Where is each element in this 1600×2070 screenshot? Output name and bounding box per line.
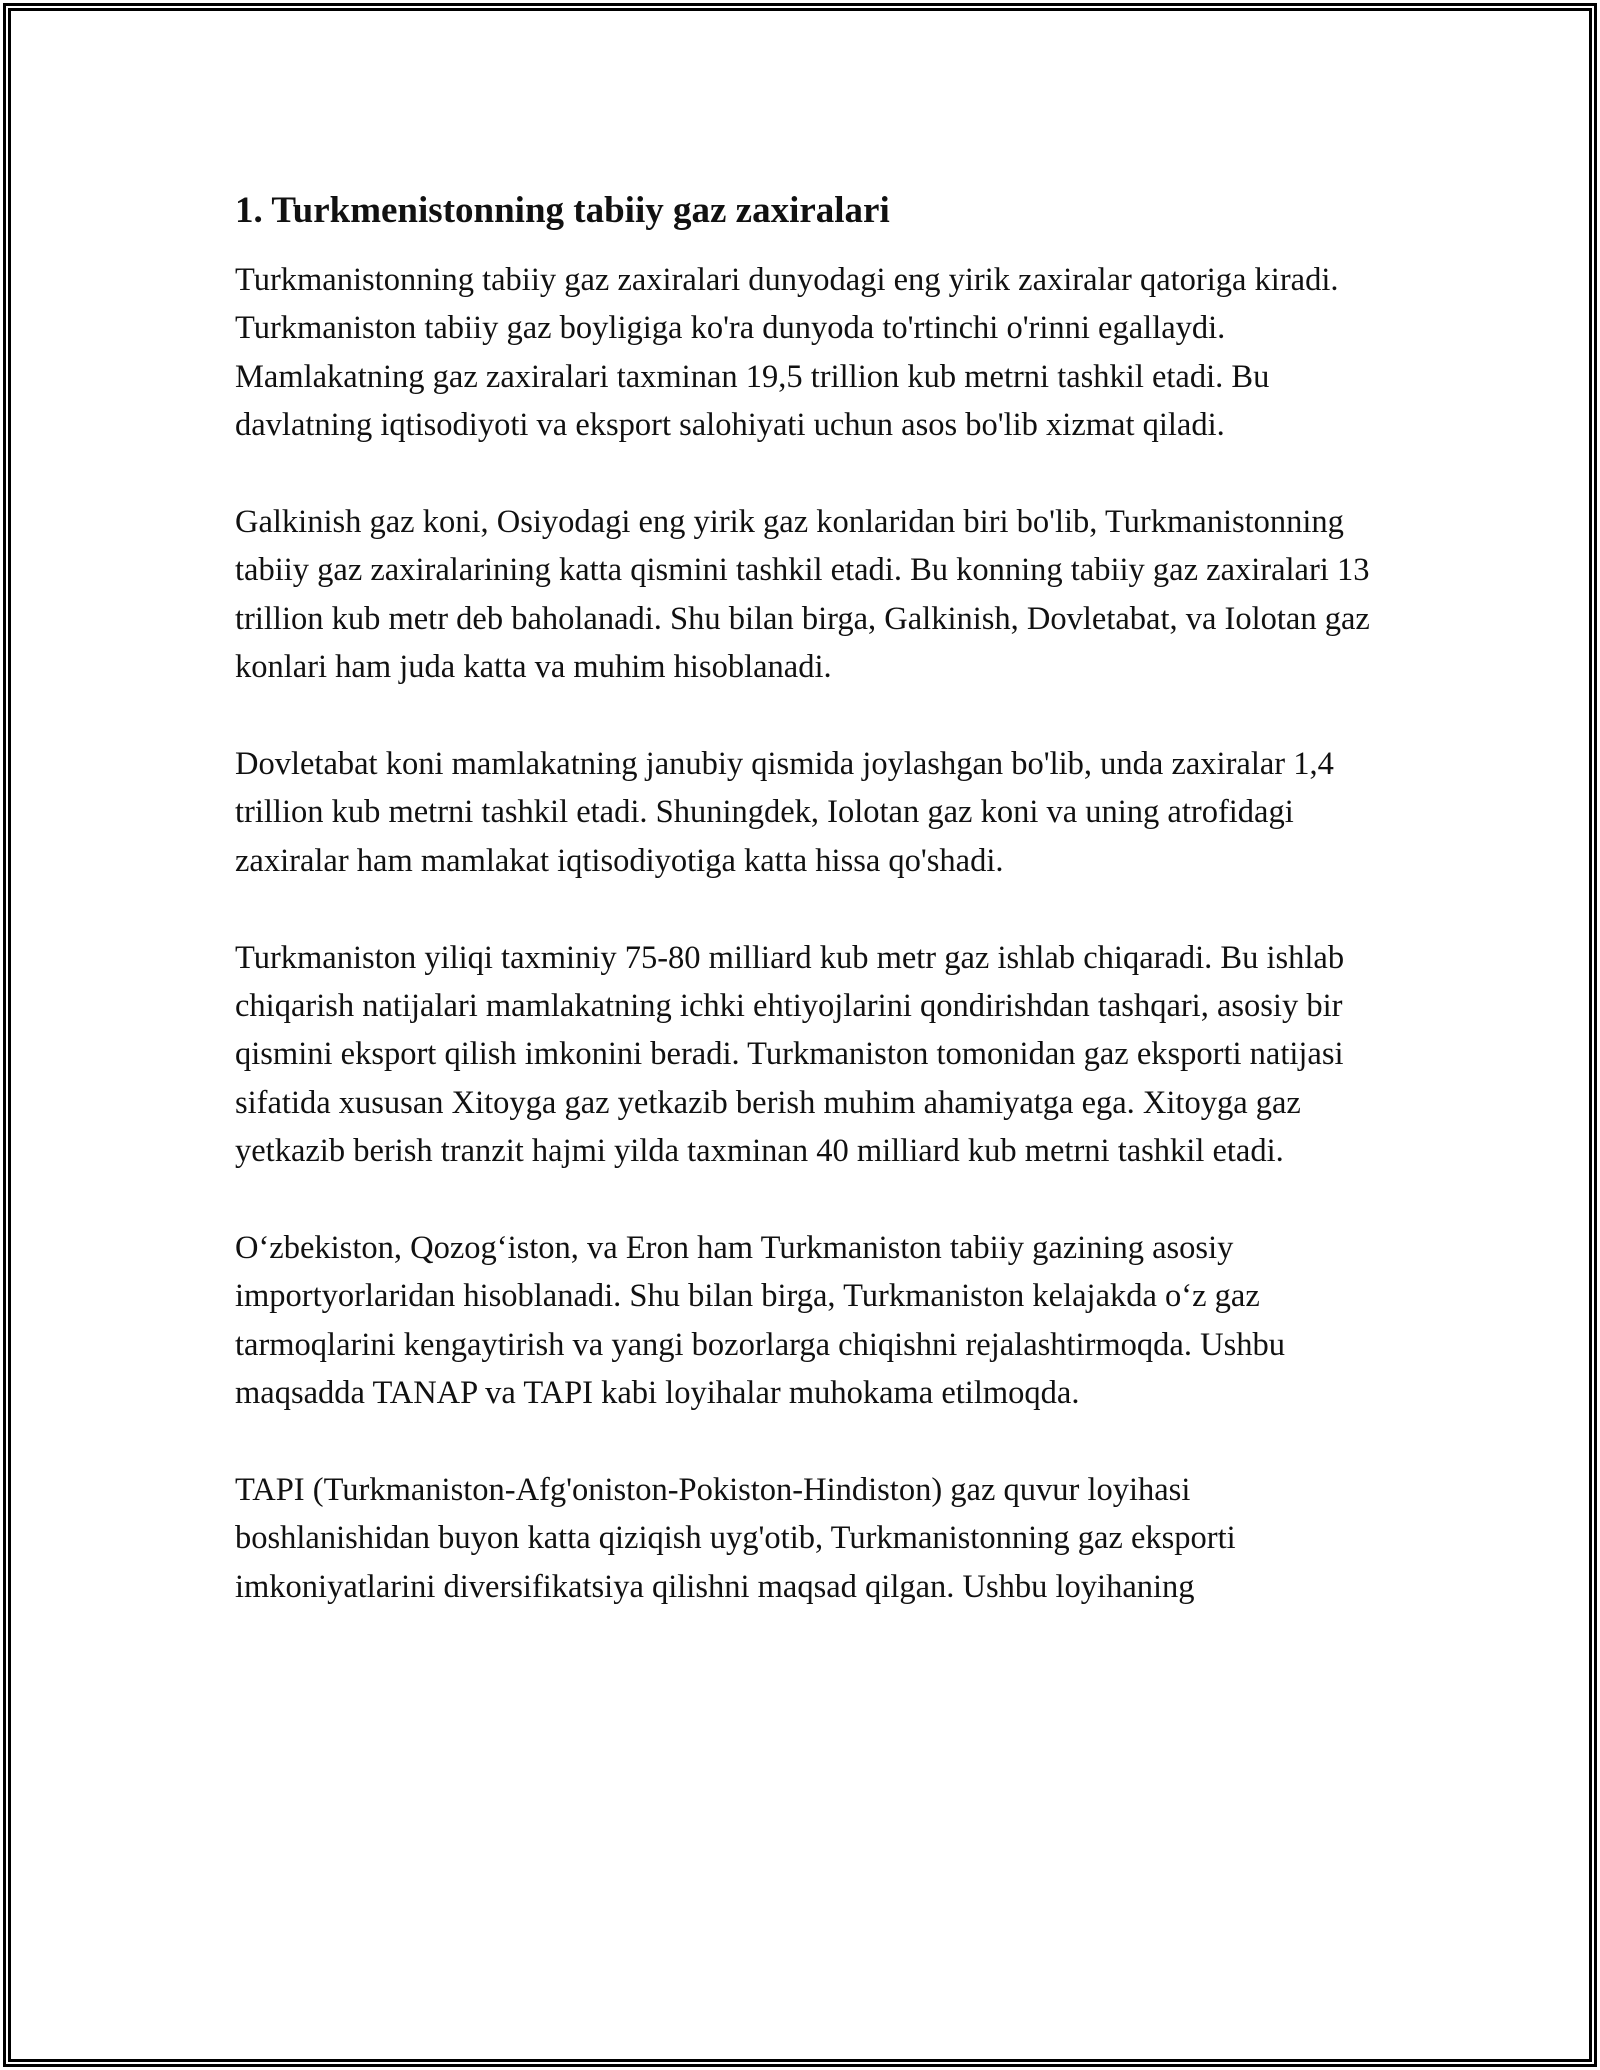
paragraph-1: Turkmanistonning tabiiy gaz zaxiralari dunyodagi eng yirik zaxiralar qatoriga kiradi. Turkmaniston tabiiy gaz boyligiga ko'ra dunyoda to'rtinchi o'rinni egallaydi. Mamlakatning gaz zaxiralari taxminan 19,5 trillion kub metrni tashkil etadi. Bu davlatning iqtisodiyoti va eksport salohiyati uchun asos bo'lib xizmat qiladi. [235,262,1339,444]
paragraph-6: TAPI (Turkmaniston-Afg'oniston-Pokiston-Hindiston) gaz quvur loyihasi boshlanishidan buyon katta qiziqish uyg'otib, Turkmanistonning gaz eksporti imkoniyatlarini diversifikatsiya qilishni maqsad qilgan. Ushbu loyihaning [235,1472,1236,1605]
paragraph-4: Turkmaniston yiliqi taxminiy 75-80 milliard kub metr gaz ishlab chiqaradi. Bu ishlab chiqarish natijalari mamlakatning ichki ehtiyojlarini qondirishdan tashqari, asosiy bir qismini eksport qilish imkonini beradi. Turkmaniston tomonidan gaz eksporti natijasi sifatida xususan Xitoyga gaz yetkazib berish muhim ahamiyatga ega. Xitoyga gaz yetkazib berish tranzit hajmi yilda taxminan 40 milliard kub metrni tashkil etadi. [235,939,1345,1170]
section-heading: 1. Turkmenistonning tabiiy gaz zaxiralari [235,190,890,231]
paragraph-5: O‘zbekiston, Qozog‘iston, va Eron ham Turkmaniston tabiiy gazining asosiy importyorlaridan hisoblanadi. Shu bilan birga, Turkmaniston kelajakda o‘z gaz tarmoqlarini kengaytirish va yangi bozorlarga chiqishni rejalashtirmoqda. Ushbu maqsadda TANAP va TAPI kabi loyihalar muhokama etilmoqda. [235,1230,1285,1412]
document-body [235,188,1380,1660]
paragraph-2: Galkinish gaz koni, Osiyodagi eng yirik gaz konlaridan biri bo'lib, Turkmanistonning tabiiy gaz zaxiralarining katta qismini tashkil etadi. Bu konning tabiiy gaz zaxiralari 13 trillion kub metr deb baholanadi. Shu bilan birga, Galkinish, Dovletabat, va Iolotan gaz konlari ham juda katta va muhim hisoblanadi. [235,504,1370,686]
paragraph-3: Dovletabat koni mamlakatning janubiy qismida joylashgan bo'lib, unda zaxiralar 1,4 trillion kub metrni tashkil etadi. Shuningdek, Iolotan gaz koni va uning atrofidagi zaxiralar ham mamlakat iqtisodiyotiga katta hissa qo'shadi. [235,746,1334,879]
